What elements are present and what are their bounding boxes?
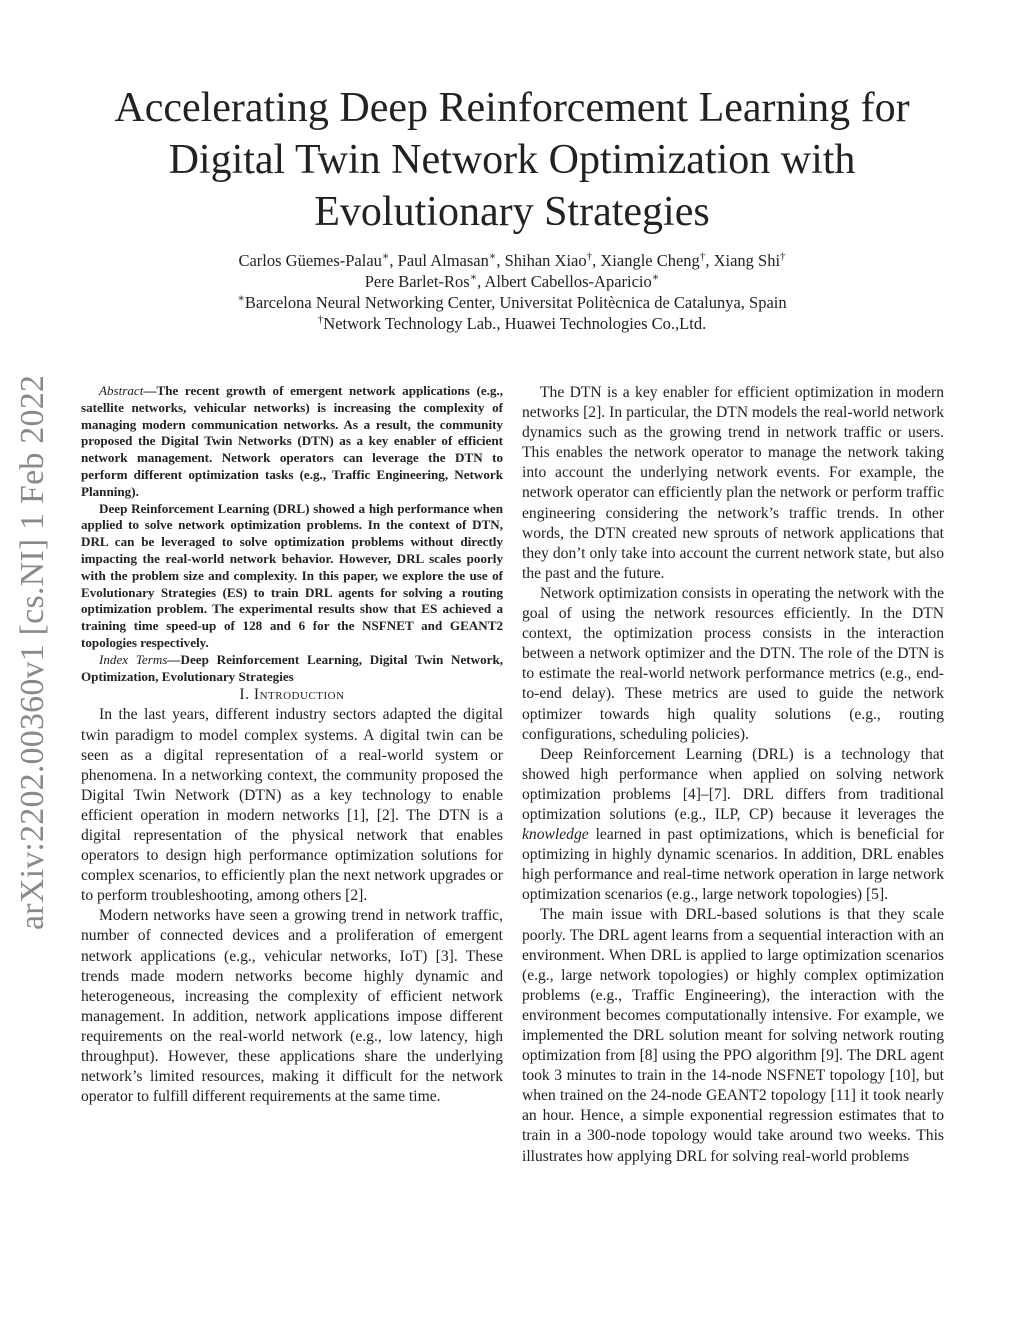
affiliation-2: †Network Technology Lab., Huawei Technologies Co.,Ltd.: [317, 313, 707, 333]
section-heading-introduction: I. Introduction: [239, 686, 345, 704]
left-column: [81, 383, 503, 1107]
author-name: Shihan Xiao: [504, 251, 587, 270]
author-name: Carlos Güemes-Palau: [238, 251, 382, 270]
author-name: Xiang Shi: [713, 251, 781, 270]
affiliation-1: ∗Barcelona Neural Networking Center, Universitat Politècnica de Catalunya, Spain: [237, 292, 787, 312]
abstract-paragraph-2: Deep Reinforcement Learning (DRL) showed a high performance when applied to solve network optimization problems. In the context of DTN, DRL can be leveraged to solve optimization problems without directly impacting the real-world network behavior. However, DRL scales poorly with the problem size and complexity. In this paper, we explore the use of Evolutionary Strategies (ES) to train DRL agents for solving a routing optimization problem. The experimental results show that ES achieved a training time speed-up of 128 and 6 for the NSFNET and GEANT2 topologies respectively.: [81, 500, 503, 650]
author-name: Pere Barlet-Ros: [364, 272, 470, 291]
arxiv-identifier-stamp: arXiv:2202.00360v1 [cs.NI] 1 Feb 2022: [14, 374, 51, 930]
right-column: [522, 383, 944, 1167]
author-block: [90, 250, 934, 334]
title-line-2: Digital Twin Network Optimization with: [168, 137, 856, 183]
author-line-2: Pere Barlet-Ros∗, Albert Cabellos-Aparicio∗: [364, 271, 660, 291]
author-name: Paul Almasan: [397, 251, 489, 270]
title-line-1: Accelerating Deep Reinforcement Learning for: [114, 85, 910, 131]
author-name: Xiangle Cheng: [600, 251, 700, 270]
index-terms: Index Terms—Deep Reinforcement Learning, Digital Twin Network, Optimization, Evolutionary Strategies: [81, 651, 504, 684]
abstract-label: Abstract: [99, 383, 144, 398]
title-line-3: Evolutionary Strategies: [314, 189, 710, 235]
body-paragraph: Deep Reinforcement Learning (DRL) is a technology that showed high performance when applied on solving network optimization problems [4]–[7]. DRL differs from traditional optimization solutions (e.g., ILP, CP) because it leverages the knowledge learned in past optimizations, which is beneficial for optimizing in highly dynamic scenarios. In addition, DRL enables high performance and real-time network operation in large network optimization scenarios (e.g., large network topologies) [5].: [522, 745, 944, 904]
index-terms-label: Index Terms: [99, 651, 168, 667]
emphasized-term: knowledge: [522, 826, 589, 844]
body-paragraph: Network optimization consists in operating the network with the goal of using the network resources efficiently. In the DTN context, the optimization process consists in the interaction between a network optimizer and the DTN. The role of the DTN is to estimate the real-world network performance metrics (e.g., end-to-end delay). These metrics are used to guide the network optimizer towards high quality solutions (e.g., routing configurations, scheduling policies).: [522, 584, 944, 743]
body-paragraph: Modern networks have seen a growing trend in network traffic, number of connected devices and a proliferation of emergent network applications (e.g., vehicular networks, IoT) [3]. These trends made modern networks become highly dynamic and heterogeneous, increasing the complexity of efficient network management. In addition, network applications impose different requirements on the real-world network (e.g., low latency, high throughput). However, these applications share the underlying network’s limited resources, making it difficult for the network operator to fulfill different requirements at the same time.: [81, 907, 503, 1106]
body-paragraph: The main issue with DRL-based solutions is that they scale poorly. The DRL agent learns from a sequential interaction with an environment. When DRL is applied to large optimization scenarios (e.g., large network topologies) or highly complex optimization problems (e.g., Traffic Engineering), the interaction with the environment becomes computationally intensive. For example, we implemented the DRL solution meant for solving network routing optimization from [8] using the PPO algorithm [9]. The DRL agent took 3 minutes to train in the 14-node NSFNET topology [10], but when trained on the 24-node GEANT2 topology [11] it took nearly an hour. Hence, a simple exponential regression estimates that to train in a 300-node topology would take around two weeks. This illustrates how applying DRL for solving real-world problems: [522, 906, 944, 1165]
paper-title: [90, 82, 934, 238]
author-name: Albert Cabellos-Aparicio: [484, 272, 652, 291]
body-paragraph: In the last years, different industry sectors adapted the digital twin paradigm to model complex systems. A digital twin can be seen as a digital representation of a real-world system or phenomena. In a networking context, the community proposed the Digital Twin Network (DTN) as a key technology to enable efficient operation in modern networks [1], [2]. The DTN is a digital representation of the physical network that enables operators to design high performance optimization solutions for complex scenarios, to efficiently plan the next network upgrades or to perform troubleshooting, among others [2].: [81, 706, 503, 905]
author-line-1: Carlos Güemes-Palau∗, Paul Almasan∗, Shihan Xiao†, Xiangle Cheng†, Xiang Shi†: [238, 250, 786, 270]
abstract: [81, 383, 503, 685]
abstract-paragraph-1: Abstract—The recent growth of emergent network applications (e.g., satellite networks, vehicular networks) is increasing the complexity of managing modern communication networks. As a result, the community proposed the Digital Twin Networks (DTN) as a key enabler of efficient network management. Network operators can leverage the DTN to perform different optimization tasks (e.g., Traffic Engineering, Network Planning).: [81, 383, 503, 499]
body-paragraph: The DTN is a key enabler for efficient optimization in modern networks [2]. In particular, the DTN models the real-world network dynamics such as the growing trend in network traffic or users. This enables the network operator to manage the network taking into account the underlying network events. For example, the network operator can efficiently plan the network or perform traffic engineering considering the network’s traffic trends. In other words, the DTN created new sprouts of network applications that they don’t only take into account the current network state, but also the past and the future.: [522, 384, 944, 582]
